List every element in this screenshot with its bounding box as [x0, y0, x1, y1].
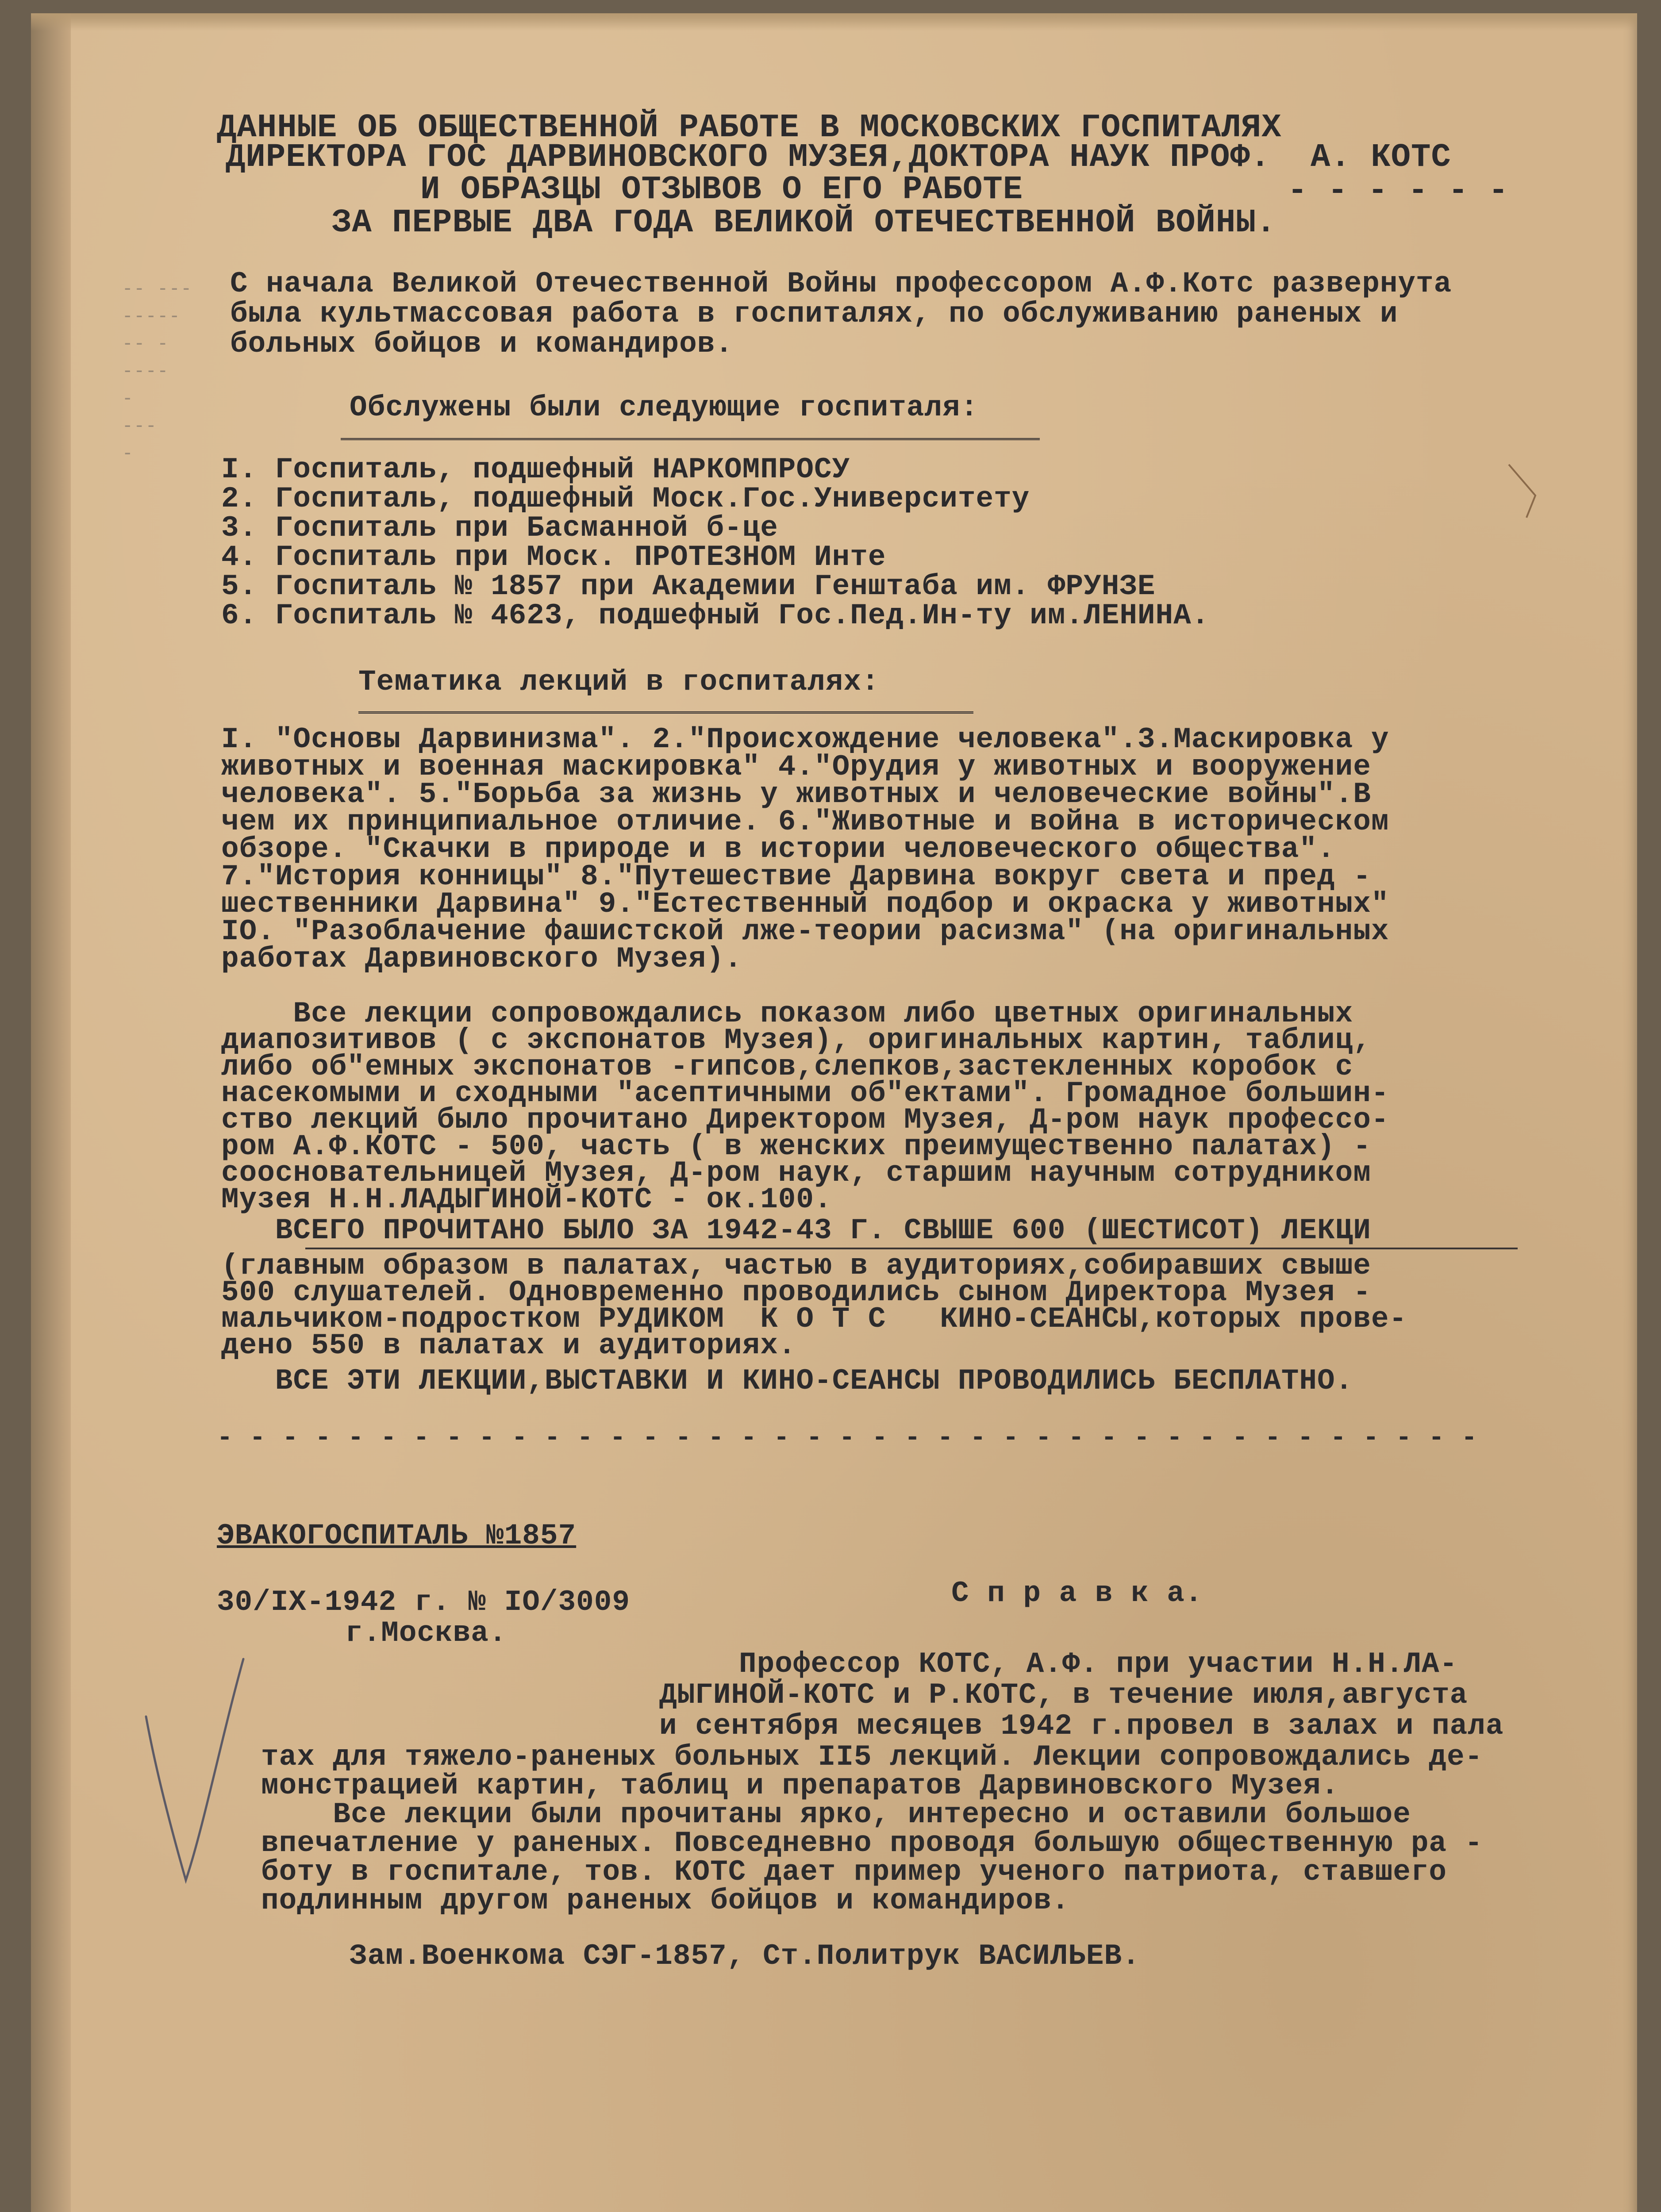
lectures-line: ром А.Ф.КОТС - 500, часть ( в женских преимущественно палатах) -	[221, 1130, 1371, 1163]
lectures-line: диапозитивов ( с экспонатов Музея), оригинальных картин, таблиц,	[221, 1024, 1371, 1057]
paper-crease-mark	[1500, 456, 1553, 526]
page-binding-edge	[31, 13, 71, 2212]
section-separator: - - - - - - - - - - - - - - - - - - - - - - - - - - - - - - - - - - - - - - -	[217, 1423, 1478, 1453]
topics-line: работах Дарвиновского Музея).	[221, 942, 742, 975]
topics-line: I. "Основы Дарвинизма". 2."Происхождение человека".3.Маскировка у	[221, 723, 1389, 756]
lectures-line: Все лекции сопровождались показом либо цветных оригинальных	[221, 997, 1353, 1030]
certificate-signature: Зам.Военкома СЭГ-1857, Ст.Политрук ВАСИЛЬЕВ.	[350, 1939, 1140, 1973]
topics-heading-underline	[358, 711, 973, 714]
intro-line: была культмассовая работа в госпиталях, по обслуживанию раненых и	[230, 297, 1398, 330]
certificate-title: С п р а в к а.	[951, 1577, 1203, 1610]
certificate-line: Профессор КОТС, А.Ф. при участии Н.Н.ЛА-	[739, 1647, 1458, 1681]
topics-line: шественники Дарвина" 9."Естественный подбор и окраска у животных"	[221, 887, 1389, 921]
pencil-check-mark	[137, 1650, 252, 1898]
certificate-line: и сентября месяцев 1942 г.провел в залах и пала	[659, 1709, 1504, 1743]
topics-line: IO. "Разоблачение фашистской лже-теории расизма" (на оригинальных	[221, 915, 1389, 948]
intro-line: больных бойцов и командиров.	[230, 327, 733, 361]
hospital-list-item: 2. Госпиталь, подшефный Моск.Гос.Университету	[221, 482, 1030, 515]
document-page	[31, 13, 1637, 2212]
certificate-line: Все лекции были прочитаны ярко, интересно и оставили большое	[261, 1798, 1411, 1831]
lectures-line: дено 550 в палатах и аудиториях.	[221, 1329, 796, 1362]
heading-line-3-dashes: - - - - - -	[1288, 173, 1509, 210]
lectures-line: мальчиком-подростком РУДИКОМ К О Т С КИНО-СЕАНСЫ,которых прове-	[221, 1302, 1407, 1336]
certificate-line: монстрацией картин, таблиц и препаратов Дарвиновского Музея.	[261, 1769, 1339, 1802]
hospital-list-item: 3. Госпиталь при Басманной б-це	[221, 511, 778, 545]
lectures-line: насекомыми и сходными "асептичными об"ектами". Громадное большин-	[221, 1077, 1389, 1110]
certificate-line: тах для тяжело-раненых больных II5 лекций. Лекции сопровождались де-	[261, 1740, 1483, 1774]
topics-line: 7."История конницы" 8."Путешествие Дарвина вокруг света и пред -	[221, 860, 1371, 893]
certificate-date-ref: 30/IX-1942 г. № IO/3009	[217, 1586, 630, 1619]
topics-heading: Тематика лекций в госпиталях:	[358, 665, 880, 699]
page-top-edge	[31, 13, 1637, 31]
topics-line: обзоре. "Скачки в природе и в истории человеческого общества".	[221, 833, 1335, 866]
topics-line: животных и военная маскировка" 4."Орудия у животных и вооружение	[221, 750, 1371, 783]
heading-line-1: ДАННЫЕ ОБ ОБЩЕСТВЕННОЙ РАБОТЕ В МОСКОВСКИХ ГОСПИТАЛЯХ	[217, 109, 1282, 146]
lectures-line: 500 слушателей. Одновременно проводились сыном Директора Музея -	[221, 1276, 1371, 1309]
intro-line: С начала Великой Отечественной Войны профессором А.Ф.Котс развернута	[230, 267, 1452, 300]
hospital-list-item: 6. Госпиталь № 4623, подшефный Гос.Пед.Ин-ту им.ЛЕНИНА.	[221, 599, 1210, 632]
lectures-line: соосновательницей Музея, Д-ром наук, старшим научным сотрудником	[221, 1156, 1371, 1190]
hospital-list-item: I. Госпиталь, подшефный НАРКОМПРОСУ	[221, 453, 850, 486]
certificate-org: ЭВАКОГОСПИТАЛЬ №1857	[217, 1519, 577, 1552]
hospitals-heading: Обслужены были следующие госпиталя:	[350, 391, 979, 424]
lectures-line: либо об"емных экспонатов -гипсов,слепков,застекленных коробок с	[221, 1050, 1353, 1083]
certificate-line: ДЫГИНОЙ-КОТС и Р.КОТС, в течение июля,августа	[659, 1678, 1468, 1712]
topics-line: человека". 5."Борьба за жизнь у животных и человеческие войны".В	[221, 778, 1371, 811]
heading-line-3: И ОБРАЗЦЫ ОТЗЫВОВ О ЕГО РАБОТЕ	[420, 171, 1023, 208]
certificate-city: г.Москва.	[345, 1617, 507, 1650]
lectures-line: (главным образом в палатах, частью в аудиториях,собиравших свыше	[221, 1249, 1371, 1283]
heading-line-4: ЗА ПЕРВЫЕ ДВА ГОДА ВЕЛИКОЙ ОТЕЧЕСТВЕННОЙ ВОЙНЫ.	[332, 204, 1277, 242]
lectures-line-free: ВСЕ ЭТИ ЛЕКЦИИ,ВЫСТАВКИ И КИНО-СЕАНСЫ ПРОВОДИЛИСЬ БЕСПЛАТНО.	[221, 1364, 1353, 1398]
lectures-line-total: ВСЕГО ПРОЧИТАНО БЫЛО ЗА 1942-43 Г. СВЫШЕ 600 (ШЕСТИСОТ) ЛЕКЦИ	[221, 1214, 1371, 1247]
hospitals-heading-underline	[341, 438, 1040, 440]
margin-marks: -- --- ----- -- - ---- - --- -	[122, 276, 192, 464]
certificate-line: впечатление у раненых. Повседневно проводя большую общественную ра -	[261, 1827, 1483, 1860]
hospital-list-item: 4. Госпиталь при Моск. ПРОТЕЗНОМ Инте	[221, 541, 886, 574]
lectures-line: ство лекций было прочитано Директором Музея, Д-ром наук профессо-	[221, 1103, 1389, 1137]
hospital-list-item: 5. Госпиталь № 1857 при Академии Генштаба им. ФРУНЗЕ	[221, 570, 1156, 603]
heading-line-2: ДИРЕКТОРА ГОС ДАРВИНОВСКОГО МУЗЕЯ,ДОКТОРА НАУК ПРОФ. А. КОТС	[226, 139, 1451, 176]
certificate-line: боту в госпитале, тов. КОТС дает пример ученого патриота, ставшего	[261, 1855, 1447, 1889]
certificate-line: подлинным другом раненых бойцов и командиров.	[261, 1884, 1070, 1917]
topics-line: чем их принципиальное отличие. 6."Животные и война в историческом	[221, 805, 1389, 838]
lectures-line: Музея Н.Н.ЛАДЫГИНОЙ-КОТС - ок.100.	[221, 1183, 832, 1216]
